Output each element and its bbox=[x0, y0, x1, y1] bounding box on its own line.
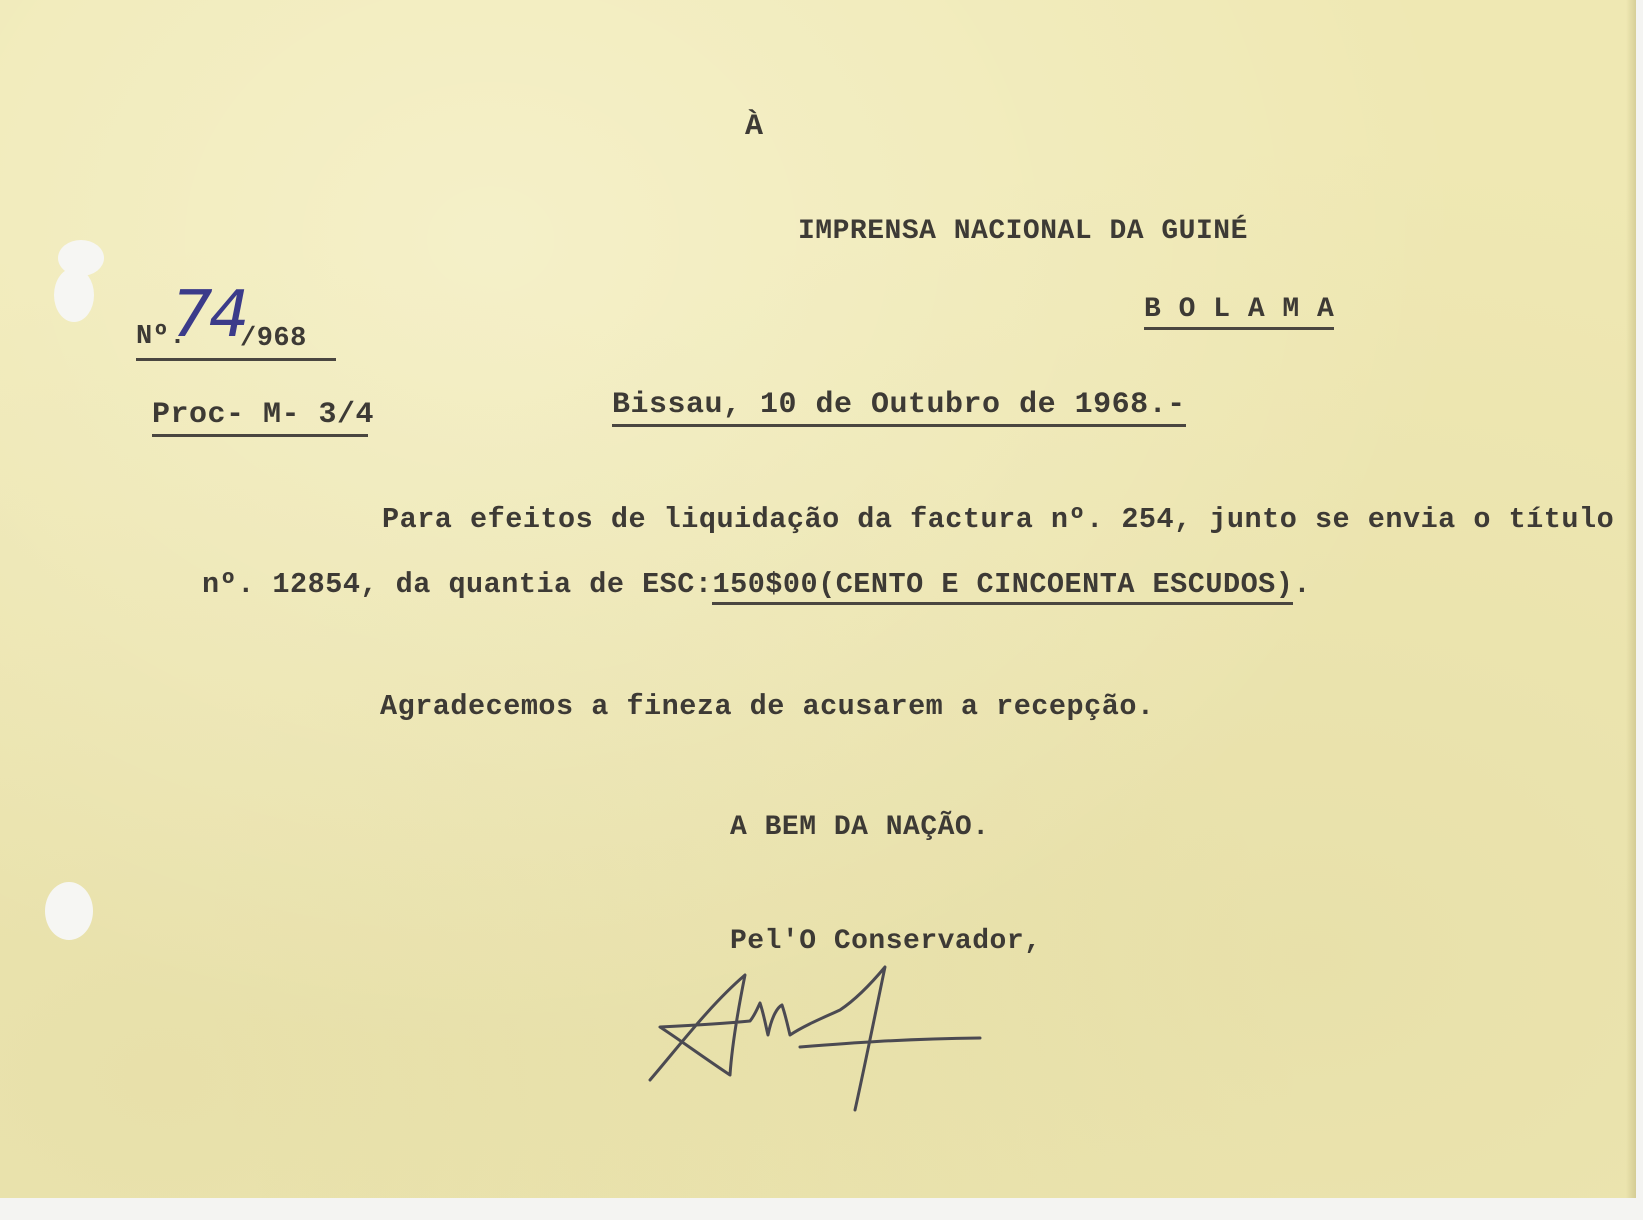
signature bbox=[640, 955, 990, 1125]
process-reference: Proc- M- 3/4 bbox=[152, 398, 368, 437]
reference-number-label: Nº. bbox=[136, 322, 187, 352]
closing-salutation: A BEM DA NAÇÃO. bbox=[730, 812, 990, 843]
payment-amount: 150$00(CENTO E CINCOENTA ESCUDOS) bbox=[712, 568, 1293, 605]
page-edge-shadow bbox=[1626, 0, 1636, 1198]
body-line-2-prefix: nº. 12854, da quantia de ESC: bbox=[202, 568, 713, 601]
addressee-city: B O L A M A bbox=[1144, 294, 1334, 330]
body-line-1: Para efeitos de liquidação da factura nº. 254, junto se envia o título bbox=[382, 503, 1615, 536]
body-line-2 bbox=[202, 568, 1311, 601]
punch-hole-bottom bbox=[45, 882, 93, 940]
signatory-line: Pel'O Conservador, bbox=[730, 926, 1042, 957]
reference-number-year: /968 bbox=[240, 324, 307, 354]
body-line-2-suffix: . bbox=[1293, 568, 1311, 601]
addressee-name: IMPRENSA NACIONAL DA GUINÉ bbox=[798, 216, 1248, 247]
reference-number-handwritten: 74 bbox=[172, 278, 246, 352]
thanks-line: Agradecemos a fineza de acusarem a recepção. bbox=[380, 690, 1155, 723]
addressee-prefix: À bbox=[745, 110, 764, 144]
punch-hole-top-lower bbox=[54, 268, 94, 322]
date-line bbox=[612, 388, 1186, 422]
date-text: Bissau, 10 de Outubro de 1968.- bbox=[612, 388, 1186, 427]
reference-number bbox=[136, 278, 336, 361]
